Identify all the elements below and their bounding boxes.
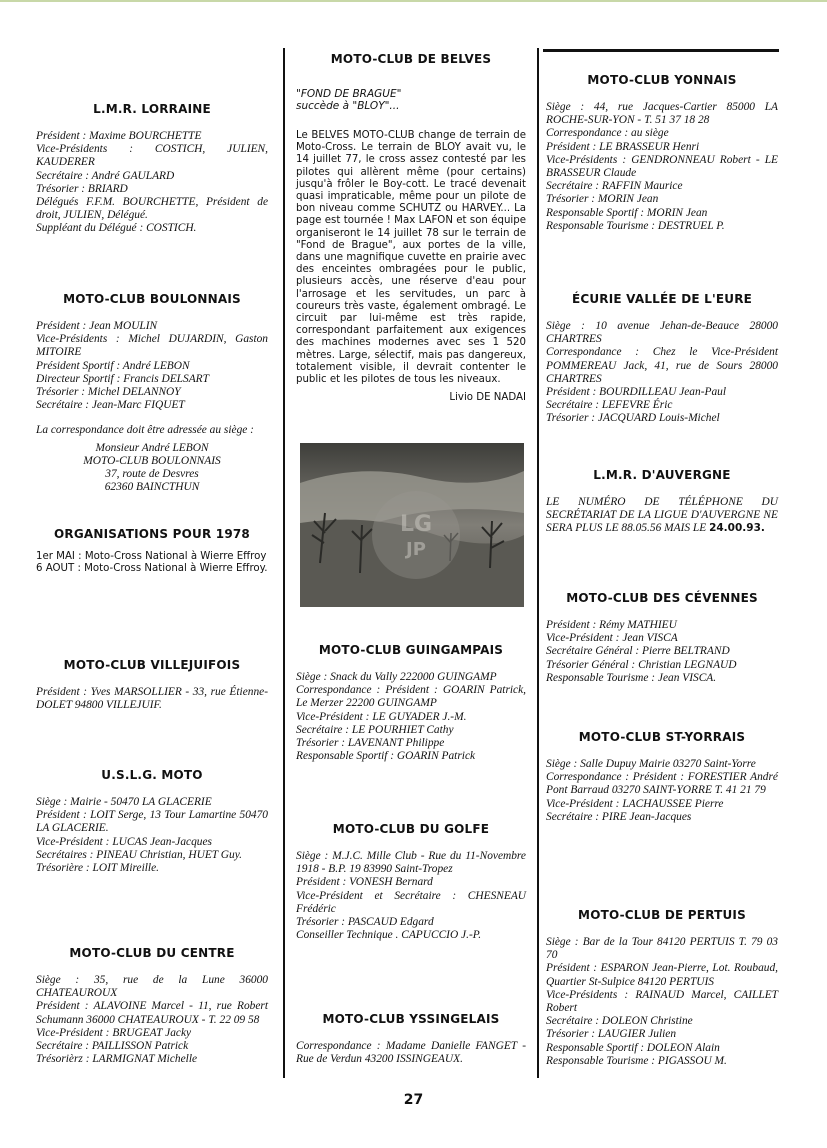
club-line: Président : Maxime BOURCHETTE <box>36 130 202 142</box>
club-line: Secrétaire : RAFFIN Maurice <box>546 180 683 193</box>
club-line: Trésorier : Michel DELANNOY <box>36 386 181 399</box>
club-line: Président : ESPARON Jean-Pierre, Lot. Roubaud, Quartier St-Sulpice 84120 PERTUIS <box>546 962 778 988</box>
svg-text:JP: JP <box>406 539 426 560</box>
section-title: ORGANISATIONS POUR 1978 <box>54 527 250 541</box>
address-line: 62360 BAINCTHUN <box>104 481 200 494</box>
club-details <box>296 850 526 942</box>
club-line: Siège : 44, rue Jacques-Cartier 85000 LA ROCHE-SUR-YON - T. 51 37 18 28 <box>546 101 778 127</box>
column-divider-left <box>283 48 285 1078</box>
club-line: Siège : Salle Dupuy Mairie 03270 Saint-Yorre <box>546 758 756 770</box>
club-line: Conseiller Technique . CAPUCCIO J.-P. <box>296 929 482 942</box>
club-du-golfe <box>296 822 526 942</box>
watermark-text: LG <box>399 512 433 537</box>
club-line: Secrétaires : PINEAU Christian, HUET Guy. <box>36 848 242 861</box>
club-line: Trésorier : JACQUARD Louis-Michel <box>546 412 720 425</box>
club-yonnais <box>546 73 778 233</box>
article-headline <box>296 88 526 112</box>
club-boulonnais <box>36 292 268 494</box>
club-title: MOTO-CLUB YONNAIS <box>587 73 737 87</box>
club-guingampais <box>296 643 526 763</box>
club-line: Siège : Snack du Vally 222000 GUINGAMP <box>296 671 497 683</box>
club-line: Vice-Présidents : Michel DUJARDIN, Gaston MITOIRE <box>36 333 268 359</box>
club-details <box>36 320 268 494</box>
club-line: Vice-Président : LACHAUSSEE Pierre <box>546 797 724 810</box>
club-line: Trésorier : PASCAUD Edgard <box>296 916 434 929</box>
club-title: MOTO-CLUB YSSINGELAIS <box>322 1012 500 1026</box>
column-divider-right <box>537 48 539 1078</box>
club-details <box>546 320 778 426</box>
club-line: Président : LOIT Serge, 13 Tour Lamartine 50470 LA GLACERIE. <box>36 809 268 835</box>
club-line: Délégués F.F.M. BOURCHETTE, Président de droit, JULIEN, Délégué. <box>36 196 268 222</box>
club-line: Siège : Mairie - 50470 LA GLACERIE <box>36 796 212 808</box>
club-line: Président : VONESH Bernard <box>296 876 433 889</box>
event-item: 1er MAI : Moto-Cross National à Wierre Effroy <box>36 551 267 562</box>
club-lmr-lorraine <box>36 102 268 236</box>
club-line: Président : LE BRASSEUR Henri <box>546 140 700 153</box>
notice-text <box>546 496 778 536</box>
club-details <box>546 936 778 1068</box>
club-line: Président : Rémy MATHIEU <box>546 619 677 631</box>
club-line: Vice-Présidents : GENDRONNEAU Robert - LE BRASSEUR Claude <box>546 153 778 180</box>
club-st-yorrais <box>546 730 778 824</box>
club-title: MOTO-CLUB BOULONNAIS <box>63 292 241 306</box>
club-line: Siège : 35, rue de la Lune 36000 CHATEAUROUX <box>36 974 268 1000</box>
club-belves <box>296 52 526 404</box>
club-title: MOTO-CLUB DE PERTUIS <box>578 908 746 922</box>
club-line: Correspondance : Chez le Vice-Président POMMEREAU Jack, 41, rue de Sours 28000 CHARTRES <box>546 346 778 385</box>
club-line: Secrétaire : LE POURHIET Cathy <box>296 723 454 736</box>
address-line: Monsieur André LEBON <box>95 441 209 454</box>
club-line: Vice-Président et Secrétaire : CHESNEAU Frédéric <box>296 889 526 915</box>
club-line: Vice-Président : BRUGEAT Jacky <box>36 1026 192 1039</box>
club-line: Responsable Sportif : DOLEON Alain <box>546 1041 720 1054</box>
club-line: Responsable Sportif : MORIN Jean <box>546 206 708 219</box>
club-line: Vice-Président : LUCAS Jean-Jacques <box>36 835 212 848</box>
club-line: Secrétaire : PIRE Jean-Jacques <box>546 810 692 823</box>
club-title: L.M.R. LORRAINE <box>93 102 211 116</box>
club-line: Siège : M.J.C. Mille Club - Rue du 11-Novembre 1918 - B.P. 19 83990 Saint-Tropez <box>296 850 526 876</box>
organisations-1978 <box>36 527 268 575</box>
club-line: Trésorier : LAUGIER Julien <box>546 1028 677 1041</box>
club-line: Trésorièrz : LARMIGNAT Michelle <box>36 1053 198 1066</box>
club-line: Secrétaire Général : Pierre BELTRAND <box>546 645 730 658</box>
club-yssingelais <box>296 1012 526 1066</box>
article-body: Le BELVES MOTO-CLUB change de terrain de Moto-Cross. Le terrain de BLOY avait vu, le 14 juillet 77, le cross assez contesté par les pilotes qui allèrent même (pour certains) jusqu'à frôler le Boy-cott. Le tracé devenait quasi impraticable, même pour un pilote de bon niveau comme SCHUTZ ou HARVEY... La page est tournée ! Max LAFON et son équipe organiseront le 14 juillet 78 sur le terrain de "Fond de Brague", aux portes de la ville, dans une magnifique cuvette en prairie avec des enceintes ombragées pour le public, plusieurs accès, une réserve d'eau pour l'arrosage et les servitudes, un parc à coureurs très vaste, également ombragé. Le circuit par lui-même est très rapide, correspondant parfaitement aux exigences des machines modernes avec ses 1 520 mètres. Large, sélectif, mais pas dangereux, totalement visible, il devrait contenter le public et les pilotes de tous les niveaux. <box>296 130 526 386</box>
club-line: Directeur Sportif : Francis DELSART <box>36 372 209 385</box>
club-line: Secrétaire : André GAULARD <box>36 169 175 182</box>
event-list <box>36 551 268 575</box>
headline-line: succède à "BLOY"... <box>296 100 400 112</box>
top-border <box>0 0 827 2</box>
club-line: Vice-Présidents : RAINAUD Marcel, CAILLET Robert <box>546 988 778 1015</box>
landscape-photo <box>300 443 524 607</box>
club-line: Secrétaire : DOLEON Christine <box>546 1015 693 1028</box>
lmr-auvergne <box>546 468 778 536</box>
article-author: Livio DE NADAI <box>449 392 526 404</box>
club-line: Responsable Tourisme : DESTRUEL P. <box>546 219 725 232</box>
correspondance-note: La correspondance doit être adressée au siège : <box>36 424 254 437</box>
club-details <box>546 101 778 233</box>
club-title: MOTO-CLUB DE BELVES <box>330 52 492 66</box>
club-details <box>36 130 268 236</box>
address-line: MOTO-CLUB BOULONNAIS <box>83 454 221 467</box>
column-top-rule <box>543 49 779 52</box>
club-title: L.M.R. D'AUVERGNE <box>593 468 731 482</box>
address-line: 37, route de Desvres <box>105 468 199 481</box>
club-details <box>296 671 526 763</box>
club-line: Correspondance : Président : FORESTIER André Pont Barraud 03270 SAINT-YORRE T. 41 21 79 <box>546 771 778 797</box>
club-line: Vice-Présidents : COSTICH, JULIEN, KAUDERER <box>36 143 268 169</box>
club-de-pertuis <box>546 908 778 1068</box>
club-details <box>296 1040 526 1066</box>
club-line: Correspondance : au siège <box>546 127 669 140</box>
club-line: Secrétaire : PAILLISSON Patrick <box>36 1040 189 1053</box>
photo-image <box>300 443 524 607</box>
club-line: Responsable Tourisme : PIGASSOU M. <box>546 1054 727 1067</box>
club-title: MOTO-CLUB DU CENTRE <box>69 946 235 960</box>
club-line: Trésorier Général : Christian LEGNAUD <box>546 658 737 671</box>
club-title: ÉCURIE VALLÉE DE L'EURE <box>571 292 753 306</box>
club-line: Trésorier : MORIN Jean <box>546 193 659 206</box>
club-line: Siège : 10 avenue Jehan-de-Beauce 28000 CHARTRES <box>546 320 778 346</box>
club-line: Correspondance : Madame Danielle FANGET - Rue de Verdun 43200 ISSINGEAUX. <box>296 1040 526 1066</box>
club-title: U.S.L.G. MOTO <box>101 768 203 782</box>
club-des-cevennes <box>546 591 778 685</box>
club-line: Président Sportif : André LEBON <box>36 359 190 372</box>
club-line: Trésorière : LOIT Mireille. <box>36 862 159 875</box>
notice-body: LE NUMÉRO DE TÉLÉPHONE DU SECRÉTARIAT DE LA LIGUE D'AUVERGNE NE SERA PLUS LE 88.05.56 MAIS LE <box>546 496 778 535</box>
club-line: Secrétaire : Jean-Marc FIQUET <box>36 399 185 412</box>
club-line: Vice-Président : LE GUYADER J.-M. <box>296 710 467 723</box>
club-details <box>36 686 268 712</box>
club-uslg-moto <box>36 768 268 875</box>
club-line: Responsable Sportif : GOARIN Patrick <box>296 750 476 763</box>
phone-number: 24.00.93. <box>709 522 765 535</box>
club-details <box>36 796 268 875</box>
club-line: Président : Jean MOULIN <box>36 320 158 332</box>
club-title: MOTO-CLUB DES CÉVENNES <box>566 591 758 605</box>
club-line: Suppléant du Délégué : COSTICH. <box>36 222 197 235</box>
club-title: MOTO-CLUB VILLEJUIFOIS <box>63 658 241 672</box>
headline-line: "FOND DE BRAGUE" <box>296 88 402 100</box>
correspondance-address <box>36 442 268 495</box>
club-line: Vice-Président : Jean VISCA <box>546 632 678 645</box>
club-line: Correspondance : Président : GOARIN Patrick, Le Merzer 22200 GUINGAMP <box>296 684 526 710</box>
club-details <box>546 619 778 685</box>
club-line: Président : Yves MARSOLLIER - 33, rue Étienne-DOLET 94800 VILLEJUIF. <box>36 686 268 712</box>
club-title: MOTO-CLUB ST-YORRAIS <box>578 730 746 744</box>
club-line: Président : BOURDILLEAU Jean-Paul <box>546 386 726 399</box>
club-details <box>36 974 268 1066</box>
event-item: 6 AOUT : Moto-Cross National à Wierre Effroy. <box>36 563 268 575</box>
page-number: 27 <box>403 1092 424 1108</box>
club-line: Trésorier : BRIARD <box>36 182 128 195</box>
club-line: Responsable Tourisme : Jean VISCA. <box>546 671 717 684</box>
club-ecurie-vallee-eure <box>546 292 778 426</box>
club-line: Secrétaire : LEFEVRE Éric <box>546 399 673 412</box>
club-line: Siège : Bar de la Tour 84120 PERTUIS T. 79 03 70 <box>546 936 778 962</box>
club-details <box>546 758 778 824</box>
club-title: MOTO-CLUB DU GOLFE <box>332 822 490 836</box>
club-villejuifois <box>36 658 268 712</box>
club-line: Président : ALAVOINE Marcel - 11, rue Robert Schumann 36000 CHATEAUROUX - T. 22 09 58 <box>36 1000 268 1026</box>
club-line: Trésorier : LAVENANT Philippe <box>296 737 445 750</box>
club-title: MOTO-CLUB GUINGAMPAIS <box>318 643 504 657</box>
club-du-centre <box>36 946 268 1066</box>
